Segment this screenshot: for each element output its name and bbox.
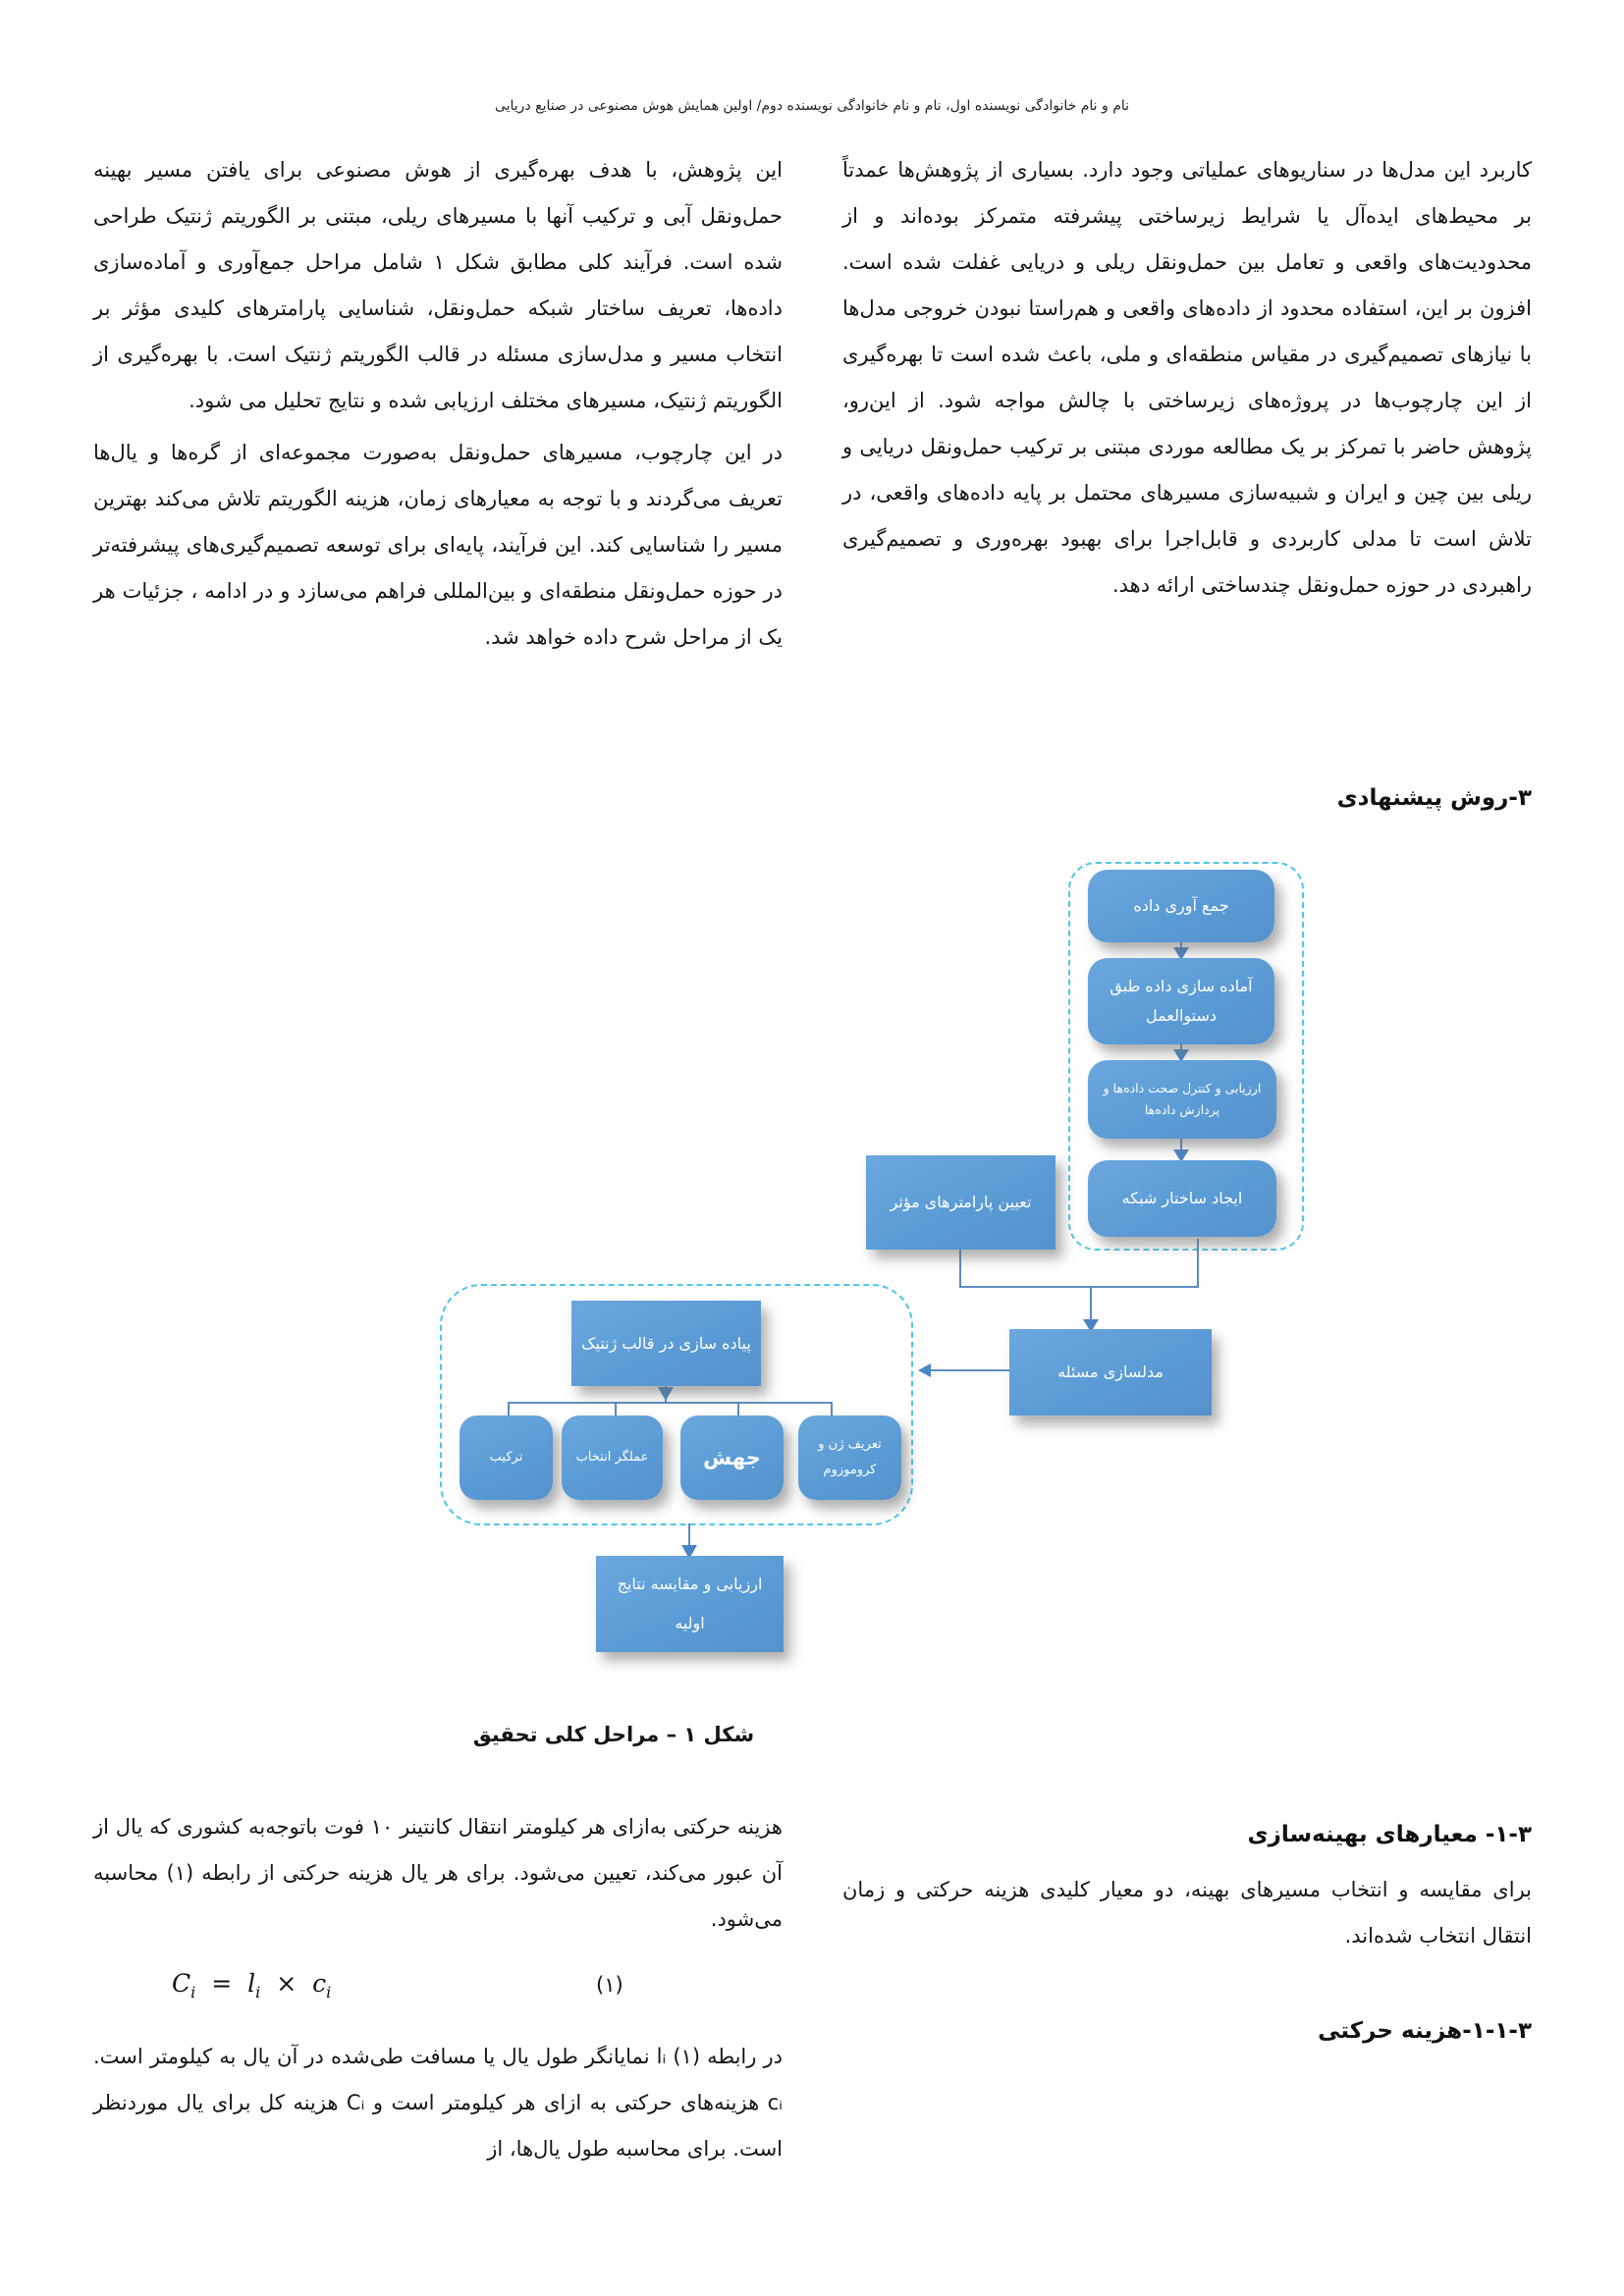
flow-box-data-preparation: [1088, 958, 1274, 1044]
flow-box-genetic-implementation: [571, 1301, 761, 1386]
flow-box-mutation-label: جهش: [703, 1446, 761, 1469]
equation-term-l: l: [247, 1969, 256, 1998]
movement-cost-paragraph-1: هزینه حرکتی به‌ازای هر کیلومتر انتقال کانتینر ۱۰ فوت باتوجه‌به کشوری که یال از آن عبور می‌کند، تعیین می‌شود. برای هر یال هزینه حرکتی از رابطه (۱) محاسبه می‌شود.: [93, 1815, 784, 1931]
flow-box-data-validation-label: ارزیابی و کنترل صحت داده‌ها و پردازش داده‌ها: [1103, 1081, 1262, 1117]
flow-box-data-collection-label: جمع آوری داده: [1133, 896, 1229, 915]
flow-box-effective-parameters: [866, 1155, 1056, 1250]
flow-box-crossover-label: ترکیب: [489, 1450, 523, 1465]
running-head: نام و نام خانوادگی نویسنده اول، نام و نام خانوادگی نویسنده دوم/ اولین همایش هوش مصنوعی در صنایع دریایی: [494, 98, 1130, 114]
movement-cost-paragraph-2-column: [93, 2034, 783, 2178]
section-3-1-paragraph: برای مقایسه و انتخاب مسیرهای بهینه، دو معیار کلیدی هزینه حرکتی و زمان انتقال انتخاب شده‌اند.: [842, 1878, 1532, 1948]
method-overview-column: [93, 147, 783, 667]
method-paragraph-2: در این چارچوب، مسیرهای حمل‌ونقل به‌صورت مجموعه‌ای از گره‌ها و یال‌ها تعریف می‌گردند و با توجه به معیارهای زمان، هزینه الگوریتم تلاش می‌کند بهترین مسیر را شناسایی کند. این فرآیند، پایه‌ای برای توسعه تصمیم‌گیری‌های پیشرفته‌تر در حوزه حمل‌ونقل منطقه‌ای و بین‌المللی فراهم می‌سازد و در ادامه ، جزئیات هر یک از مراحل شرح داده خواهد شد.: [93, 441, 783, 649]
flow-box-selection-operator-label: عملگر انتخاب: [575, 1450, 649, 1465]
arrow-modeling-to-genetic: [918, 1363, 931, 1377]
flow-box-mutation: [680, 1415, 784, 1500]
multiplication-sign: ×: [276, 1969, 298, 1998]
intro-paragraph: کاربرد این مدل‌ها در سناریوهای عملیاتی وجود دارد. بسیاری از پژوهش‌ها عمدتاً بر محیط‌های ایده‌آل یا شرایط زیرساختی پیشرفته متمرکز بوده‌اند و از محدودیت‌های واقعی و تعامل بین حمل‌ونقل ریلی و دریایی غفلت شده است. افزون بر این، استفاده محدود از داده‌های واقعی و هم‌راستا نبودن خروجی مدل‌ها با نیازهای تصمیم‌گیری در مقیاس منطقه‌ای و ملی، باعث شده است تا بهره‌گیری از این چارچوب‌ها در پروژه‌های زیرساختی با چالش مواجه شود. از این‌رو، پژوهش حاضر با تمرکز بر یک مطالعه موردی مبتنی بر ترکیب حمل‌ونقل دریایی و ریلی بین چین و ایران و شبیه‌سازی مسیرهای محتمل بر پایه داده‌های واقعی، در تلاش است تا مدلی کاربردی و قابل‌اجرا برای بهبود بهره‌وری و تصمیم‌گیری راهبردی در حوزه حمل‌ونقل چندساختی ارائه دهد.: [842, 158, 1532, 597]
equation-sub-i-1: i: [190, 1983, 196, 2002]
flow-box-gene-chromosome-label: تعریف ژن و کروموزوم: [818, 1437, 882, 1477]
section-3-1-1-heading: ۱-۱-۳-هزینه حرکتی: [1318, 2018, 1532, 2044]
equation-term-C: C: [172, 1969, 191, 1998]
flow-box-data-collection: [1088, 870, 1274, 942]
flow-box-network-structure-label: ایجاد ساختار شبکه: [1121, 1189, 1243, 1207]
flow-box-selection-operator: [562, 1415, 663, 1500]
flow-box-data-validation: [1088, 1060, 1276, 1139]
equals-sign: =: [211, 1969, 233, 1998]
section-3-1-body: [842, 1867, 1532, 1965]
flow-box-evaluate-initial-results: [596, 1556, 784, 1652]
equation-term-c: c: [312, 1969, 327, 1998]
equation-sub-i-2: i: [255, 1983, 261, 2002]
movement-cost-paragraph-2: در رابطه (۱) lᵢ نمایانگر طول یال یا مسافت طی‌شده در آن یال به کیلومتر است. cᵢ هزینه‌های حرکتی به ازای هر کیلومتر است و Cᵢ هزینه کل برای یال موردنظر است. برای محاسبه طول یال‌ها، از: [93, 2045, 783, 2161]
flow-box-data-preparation-label: آماده سازی داده طبق دستوالعمل: [1110, 977, 1253, 1025]
flow-box-crossover: [460, 1415, 553, 1500]
flow-box-problem-modeling-label: مدلسازی مسئله: [1057, 1362, 1164, 1381]
equation-1-row: [93, 1965, 783, 2020]
equation-1-expression: [172, 1969, 331, 2002]
equation-sub-i-3: i: [326, 1983, 332, 2002]
section-3-heading: ۳-روش پیشنهادی: [1336, 785, 1532, 811]
intro-paragraph-column: [842, 147, 1532, 614]
section-3-1-heading: ۱-۳- معیارهای بهینه‌سازی: [1247, 1822, 1532, 1847]
equation-1-number: (۱): [596, 1973, 623, 1997]
flow-box-gene-chromosome: [798, 1415, 901, 1500]
flow-box-network-structure: [1088, 1160, 1276, 1237]
flow-box-problem-modeling: [1009, 1329, 1212, 1415]
figure-1-caption: شکل ۱ – مراحل کلی تحقیق: [472, 1723, 755, 1746]
method-paragraph-1: این پژوهش، با هدف بهره‌گیری از هوش مصنوعی برای یافتن مسیر بهینه حمل‌ونقل آبی و ترکیب آنها با مسیرهای ریلی، مبتنی بر الگوریتم ژنتیک طراحی شده است. فرآیند کلی مطابق شکل ۱ شامل مراحل جمع‌آوری و آماده‌سازی داده‌ها، تعریف ساختار شبکه حمل‌ونقل، شناسایی پارامترهای کلیدی مؤثر بر انتخاب مسیر و مدل‌سازی مسئله در قالب الگوریتم ژنتیک است. با بهره‌گیری از الگوریتم ژنتیک، مسیرهای مختلف ارزیابی شده و نتایج تحلیل می شود.: [93, 158, 783, 412]
flow-box-genetic-implementation-label: پیاده سازی در قالب ژنتیک: [581, 1333, 751, 1353]
flow-box-effective-parameters-label: تعیین پارامترهای مؤثر: [890, 1193, 1032, 1211]
flow-box-evaluate-initial-results-label: ارزیابی و مقایسه نتایج اولیه: [617, 1575, 763, 1632]
movement-cost-paragraph-1-column: [93, 1804, 783, 1949]
